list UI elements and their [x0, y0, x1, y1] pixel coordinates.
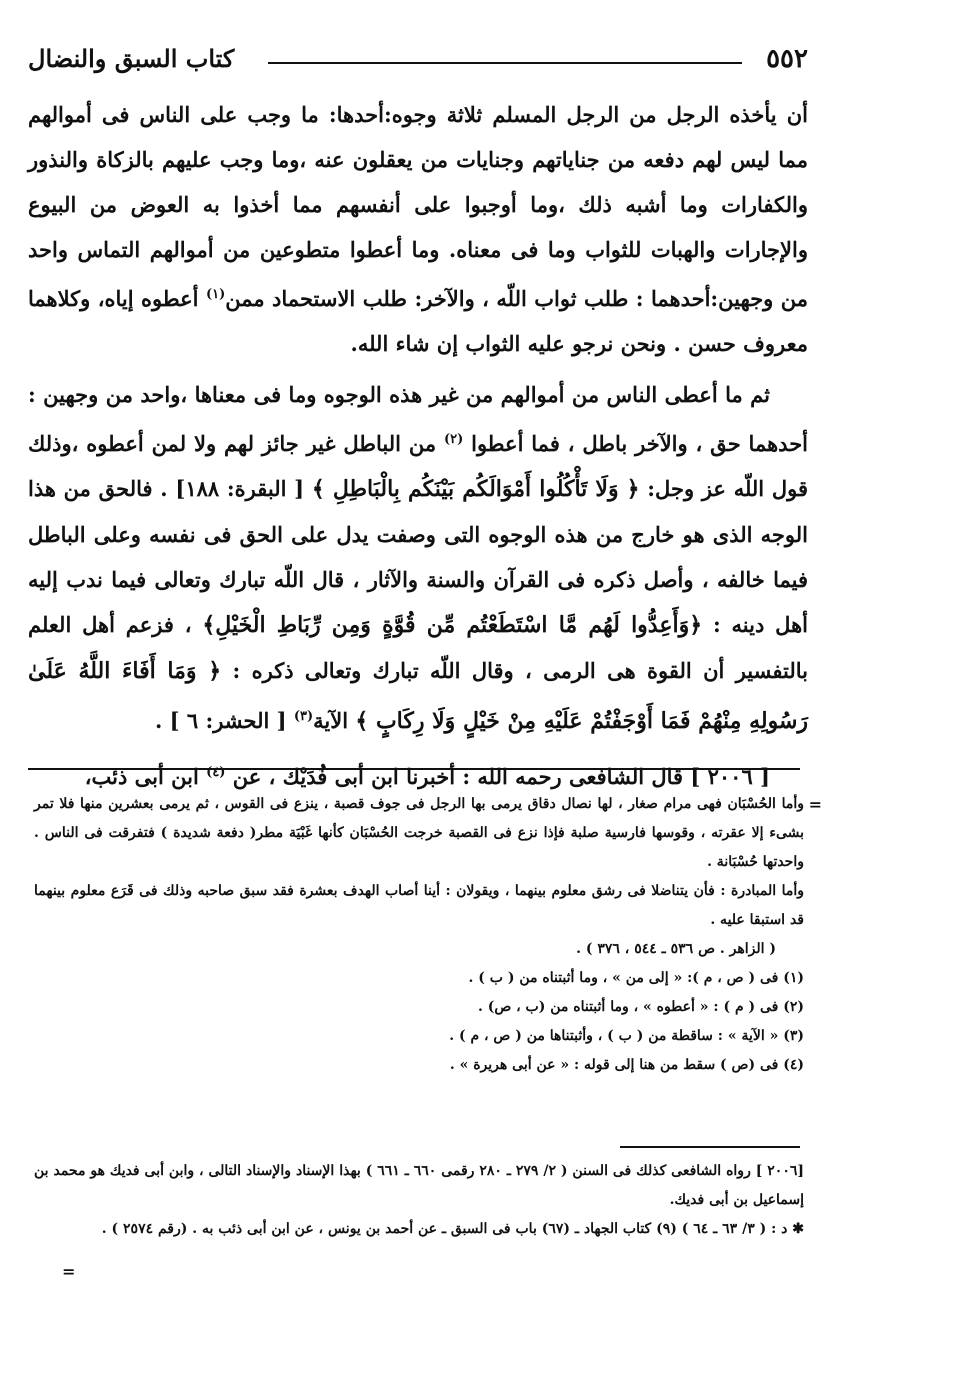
footnote-separator: [28, 768, 800, 770]
takhrij-1: [٢٠٠٦ ] رواه الشافعى كذلك فى السنن ( ٢/ ٢٧٩ ـ ٢٨٠ رقمى ٦٦٠ ـ ٦٦١ ) بهذا الإسناد والإسناد التالى ، وابن أبى فديك هو محمد بن إسماعيل بن أبى فديك.: [34, 1163, 804, 1208]
footnote-mark-4: (٤): [206, 765, 226, 780]
main-text: [28, 92, 808, 799]
running-title: كتاب السبق والنضال: [28, 44, 235, 73]
paragraph-1: أن يأخذه الرجل من الرجل المسلم ثلاثة وجوه:أحدها: ما وجب على الناس فى أموالهم مما ليس لهم دفعه من جناياتهم وجنايات من يعقلون عنه ،وما وجب عليهم بالزكاة والنذور والكفارات وما أشبه ذلك ،وما أوجبوا على أنفسهم مما أخذوا به العوض من البيوع والإجارات والهبات للثواب وما فى معناه. وما أعطوا متطوعين من أموالهم التماس واحد من وجهين:أحدهما : طلب ثواب اللّه ، والآخر: طلب الاستحماد ممن$^{(١)}$ أعطوه إياه، وكلاهما معروف حسن . ونحن نرجو عليه الثواب إن شاء الله.: [28, 102, 808, 356]
footnote-1: (١) فى ( ص ، م ): « إلى من » ، وما أثبتناه من ( ب ) .: [468, 970, 804, 986]
footnote-4: (٤) فى (ص ) سقط من هنا إلى قوله : « عن أبى هريرة » .: [449, 1057, 804, 1073]
note-continued: وأما الحُسْبَان فهى مرام صغار ، لها نصال دقاق يرمى بها الرجل فى جوف قصبة ، ينزع فى القوس ، ثم يرمى بعشرين منها فلا تمر بشىء إلا عقرته ، وقوسها فارسية صلبة فإذا نزع فى القصبة خرجت الحُسْبَان كأنها غَبْيَة مطر( دفعة شديدة ) فتفرقت فى الناس . واحدتها حُسْبَانة .: [34, 796, 805, 870]
footnote-mark-3: (٣): [293, 709, 314, 724]
footnotes: [34, 790, 822, 1080]
header-rule: [268, 62, 742, 64]
hadith-number: [ ٢٠٠٦ ]: [690, 764, 770, 789]
quran-verse-2: ﴿وَأَعِدُّوا لَهُم مَّا اسْتَطَعْتُم مِّن قُوَّةٍ وَمِن رِّبَاطِ الْخَيْلِ﴾: [202, 612, 703, 638]
paragraph-2: ثم ما أعطى الناس من أموالهم من غير هذه الوجوه وما فى معناها ،واحد من وجهين : أحدهما حق ، والآخر باطل ، فما أعطوا $^{(٢)}$ من الباطل غير جائز لهم ولا لمن أعطوه ،وذلك قول اللّه عز وجل: ﴿ وَلَا تَأْكُلُوا أَمْوَالَكُم بَيْنَكُم بِالْبَاطِلِ ﴾ [ البقرة: ١٨٨] . فالحق من هذا الوجه الذى هو خارج من هذه الوجوه التى وصفت يدل على الحق فى نفسه وعلى الباطل فيما خالفه ، وأصل ذكره فى القرآن والسنة والآثار ، قال اللّه تبارك وتعالى فيما ندب إليه أهل دينه : ﴿وَأَعِدُّوا لَهُم مَّا اسْتَطَعْتُم مِّن قُوَّةٍ وَمِن رِّبَاطِ الْخَيْلِ﴾ ، فزعم أهل العلم بالتفسير أن القوة هى الرمى ، وقال اللّه تبارك وتعالى ذكره : ﴿ وَمَا أَفَاءَ اللَّهُ عَلَىٰ رَسُولِهِ مِنْهُمْ فَمَا أَوْجَفْتُمْ عَلَيْهِ مِنْ خَيْلٍ وَلَا رِكَابٍ ﴾ الآية$^{(٣)}$ [ الحشر: ٦ ] .: [28, 382, 809, 734]
footnote-mark-1: (١): [205, 287, 226, 302]
note-mubadara: وأما المبادرة : فأن يتناضلا فى رشق معلوم بينهما ، ويقولان : أينا أصاب الهدف بعشرة فقد سبق صاحبه وذلك فى قَرَع معلوم بينهما قد استبقا عليه .: [34, 883, 804, 928]
quran-verse-3: ﴿ وَمَا أَفَاءَ اللَّهُ عَلَىٰ رَسُولِهِ مِنْهُمْ فَمَا أَوْجَفْتُمْ عَلَيْهِ مِنْ خَيْلٍ وَلَا رِكَابٍ ﴾: [28, 658, 808, 734]
continuation-mark-bottom: =: [62, 1262, 76, 1281]
footnote-mark-2: (٢): [443, 432, 464, 447]
takhrij-notes: [34, 1157, 804, 1244]
footnote-3: (٣) « الآية » : ساقطة من ( ب ) ، وأثبتناها من ( ص ، م ) .: [449, 1028, 804, 1044]
footnote-2: (٢) فى ( م ) : « أعطوه » ، وما أثبتناه من (ب ، ص) .: [477, 999, 804, 1015]
takhrij-separator: [620, 1146, 800, 1148]
quran-verse-1: ﴿ وَلَا تَأْكُلُوا أَمْوَالَكُم بَيْنَكُم بِالْبَاطِلِ ﴾: [311, 476, 640, 502]
paragraph-3: [ ٢٠٠٦ ] قال الشافعى رحمه الله : أخبرنا ابن أبى فُدَيْك ، عن $^{(٤)}$ ابن أبى ذئب،: [84, 764, 770, 789]
takhrij-2: ✱ د : ( ٣/ ٦٣ ـ ٦٤ ) (٩) كتاب الجهاد ـ (٦٧) باب فى السبق ـ عن أحمد بن يونس ، عن ابن أبى ذئب به . (رقم ٢٥٧٤ ) .: [101, 1221, 804, 1237]
page-number: ٥٥٢: [766, 44, 808, 74]
note-source: ( الزاهر . ص ٥٣٦ ـ ٥٤٤ ، ٣٧٦ ) .: [576, 941, 776, 957]
continuation-mark: =: [808, 795, 822, 814]
page-header: [28, 38, 808, 78]
